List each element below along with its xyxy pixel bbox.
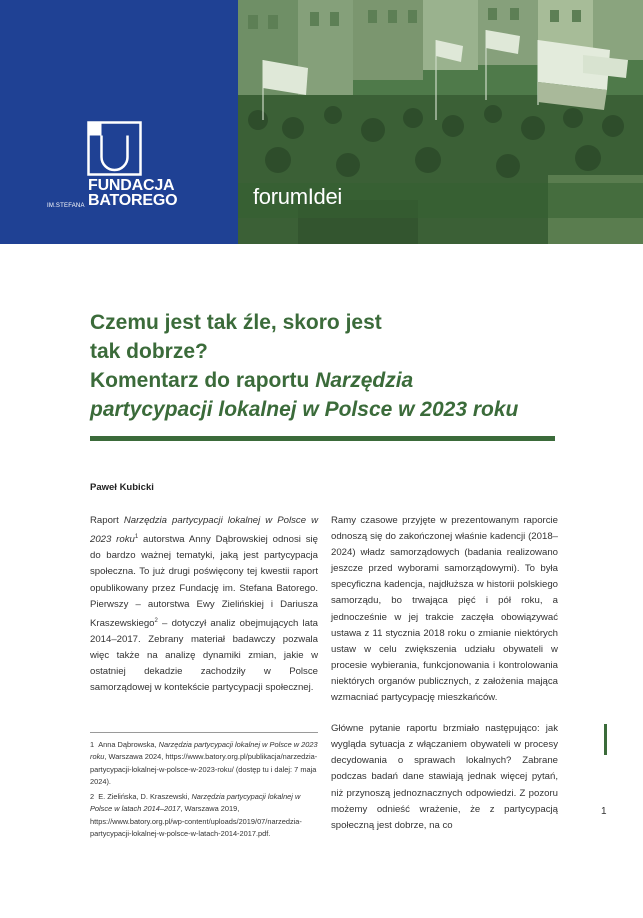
footnote-divider [90, 732, 318, 733]
column-left [90, 513, 318, 696]
title-line-4: partycypacji lokalnej w Polsce w 2023 roku [90, 398, 519, 421]
page-number: 1 [601, 806, 607, 817]
footnotes [90, 739, 318, 843]
paragraph: Raport Narzędzia partycypacji lokalnej w Polsce w 2023 roku$^1$ autorstwa Anny Dąbrowskiej odnosi się do bardzo ważnej tematyki, jaką jest partycypacja społeczna. To już drugi poświęcony tej kwestii raport opublikowany przez Fundację im. Stefana Batorego. Pierwszy – autorstwa Ewy Zielińskiej i Dariusza Kraszewskiego$^2$ – dotyczył analiz obejmujących lata 2014–2017. Zebrany materiał badawczy pozwala więc także na analizę dynamiki zmian, jakie w ostatniej dekadzie zachodziły w Polsce samorządowej w kontekście partycypacji społecznej. [90, 515, 318, 694]
series-brand: forumIdei [253, 184, 343, 209]
paragraph: Główne pytanie raportu brzmiało następująco: jak wygląda sytuacja z włączaniem obywateli w procesy decydowania o sprawach lokalnych? Zabrane podczas badań dane stawiają jednak więcej pytań, niż przynoszą jednoznacznych odpowiedzi. Z pozoru możemy odnieść wrażenie, że z partycypacją społeczną jest dobrze, na co [331, 723, 558, 831]
footnote-ref-2[interactable]: 2 [154, 617, 158, 624]
title-line-3: Komentarz do raportu Narzędzia [90, 369, 414, 392]
logo-wordmark: FUNDACJA BATOREGO [88, 177, 178, 209]
foundation-emblem-icon [87, 121, 142, 176]
column-right [331, 513, 558, 834]
margin-marker [604, 724, 607, 755]
document-title [90, 308, 560, 424]
foundation-logo-panel [0, 0, 238, 244]
title-line-2: tak dobrze? [90, 340, 208, 363]
paragraph: Ramy czasowe przyjęte w prezentowanym raporcie odnoszą się do zakończonej właśnie kadencji (2018–2024) władz samorządowych (badania realizowano jeszcze przed wyborami samorządowymi). To była specyficzna kadencja, najdłuższa w historii polskiego samorządu, bo trwająca pięć i pół roku, a jednocześnie w jej trakcie zaczęła obowiązywać ustawa z 11 stycznia 2018 roku o zmianie niektórych ustaw w celu zwiększenia udziału obywateli w procesie wybierania, funkcjonowania i kontrolowania niektórych organów publicznych, z założenia mająca wzmacniać partycypację mieszkańców. [331, 515, 558, 704]
title-divider [90, 436, 555, 441]
author-name: Paweł Kubicki [90, 482, 154, 493]
footnote-1: 1 Anna Dąbrowska, Narzędzia partycypacji lokalnej w Polsce w 2023 roku, Warszawa 2024, https://www.batory.org.pl/publikacja/narzedzia-partycypacji-lokalnej-w-polsce-w-2023-roku/ (dostęp tu i dalej: 7 maja 2024). [90, 740, 318, 786]
title-line-1: Czemu jest tak źle, skoro jest [90, 311, 382, 334]
footnote-ref-1[interactable]: 1 [134, 534, 139, 541]
page-header [0, 0, 643, 244]
footnote-2: 2 E. Zielińska, D. Kraszewski, Narzędzia partycypacji lokalnej w Polsce w latach 2014–2017, Warszawa 2019, https://www.batory.org.pl/wp-content/uploads/2019/07/narzedzia-partycypacji-lokalnej-w-polsce-w-latach-2014-2017.pdf. [90, 792, 302, 839]
logo-prefix: IM.STEFANA [47, 203, 85, 209]
